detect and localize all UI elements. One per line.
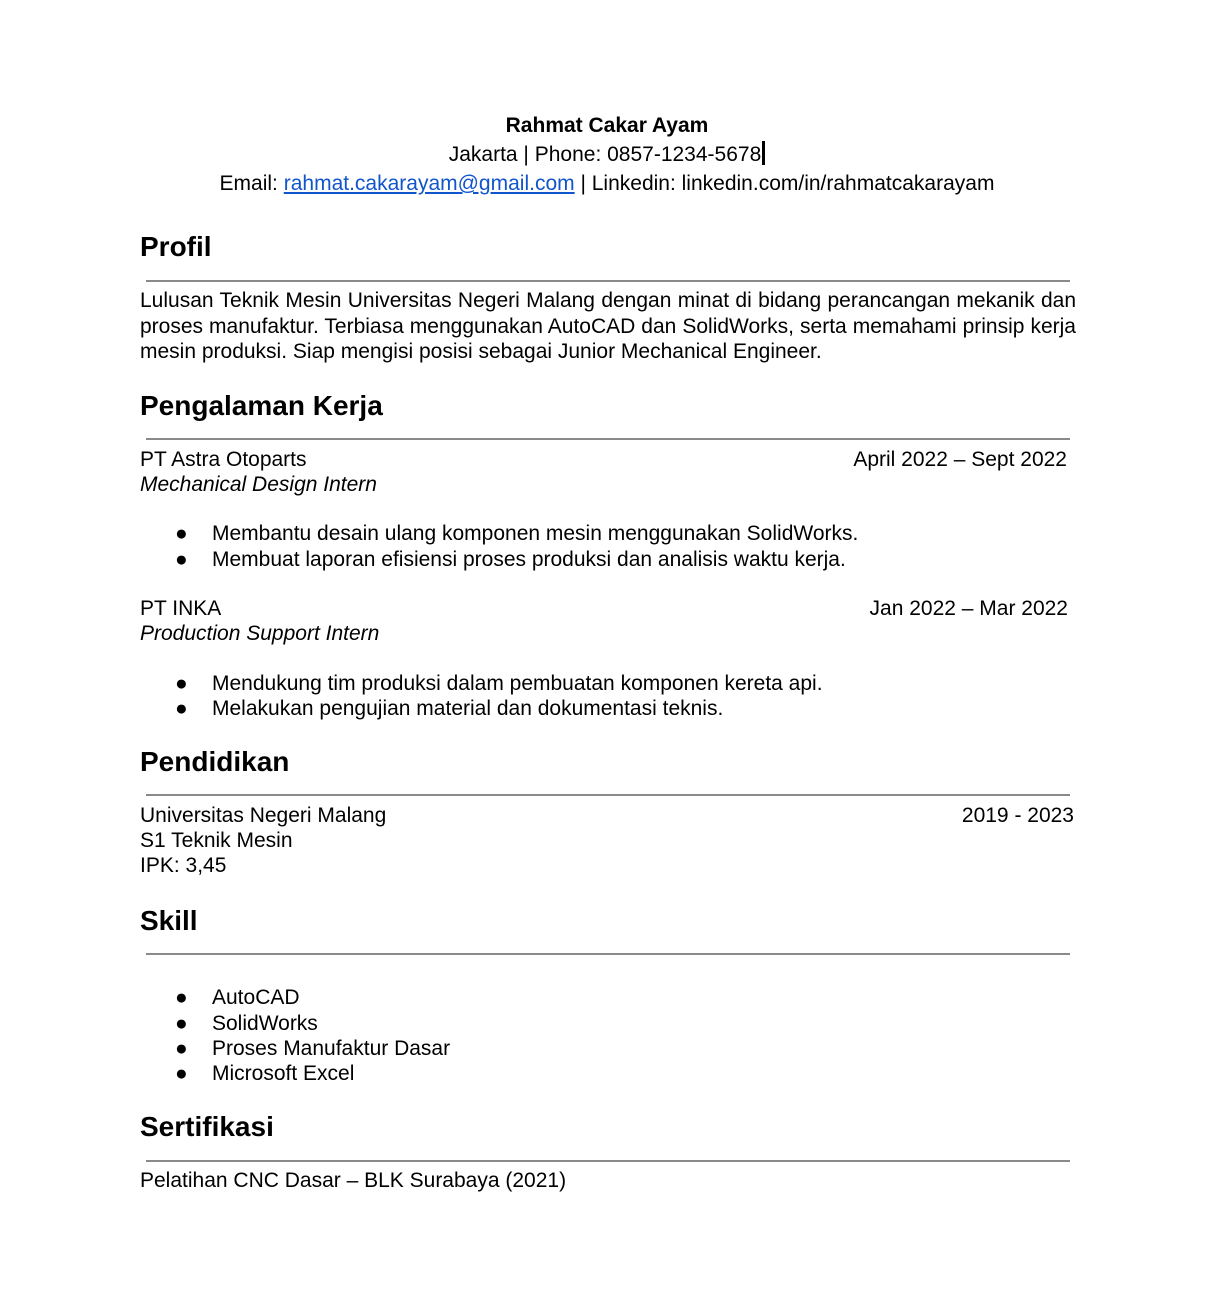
job-role: Mechanical Design Intern <box>140 473 377 496</box>
bullet-icon: ● <box>175 986 188 1009</box>
section-heading-skills: Skill <box>140 905 198 936</box>
skill-item: SolidWorks <box>212 1012 318 1035</box>
candidate-name: Rahmat Cakar Ayam <box>505 114 709 137</box>
skill-item: Microsoft Excel <box>212 1062 355 1085</box>
job-company: PT Astra Otoparts <box>140 448 307 471</box>
job-dates: Jan 2022 – Mar 2022 <box>869 597 1068 620</box>
section-divider <box>146 953 1070 955</box>
bullet-icon: ● <box>175 697 188 720</box>
bullet-icon: ● <box>175 548 188 571</box>
email-link[interactable]: rahmat.cakarayam@gmail.com <box>283 172 575 195</box>
section-heading-experience: Pengalaman Kerja <box>140 390 383 421</box>
section-divider <box>146 794 1070 796</box>
profile-text: Lulusan Teknik Mesin Universitas Negeri Malang dengan minat di bidang perancangan mekanik dan proses manufaktur. Terbiasa menggunakan AutoCAD dan SolidWorks, serta memahami prinsip kerja mesin produksi. Siap mengisi posisi sebagai Junior Mechanical Engineer. <box>140 289 1076 363</box>
education-school: Universitas Negeri Malang <box>140 804 387 827</box>
section-divider <box>146 438 1070 440</box>
linkedin-text: | Linkedin: linkedin.com/in/rahmatcakarayam <box>574 172 995 195</box>
certification-item: Pelatihan CNC Dasar – BLK Surabaya (2021) <box>140 1169 567 1192</box>
section-divider <box>146 1160 1070 1162</box>
section-divider <box>146 280 1070 282</box>
job-bullet: Membuat laporan efisiensi proses produksi dan analisis waktu kerja. <box>212 548 846 571</box>
section-heading-education: Pendidikan <box>140 746 290 777</box>
skill-item: AutoCAD <box>212 986 300 1009</box>
location-phone: Jakarta | Phone: 0857-1234-5678 <box>448 143 762 166</box>
job-dates: April 2022 – Sept 2022 <box>853 448 1067 471</box>
text-cursor <box>762 141 765 165</box>
education-gpa: IPK: 3,45 <box>140 854 227 877</box>
job-role: Production Support Intern <box>140 622 380 645</box>
section-heading-certifications: Sertifikasi <box>140 1111 274 1142</box>
job-bullet: Melakukan pengujian material dan dokumentasi teknis. <box>212 697 724 720</box>
bullet-icon: ● <box>175 1037 188 1060</box>
job-company: PT INKA <box>140 597 222 620</box>
section-heading-profile: Profil <box>140 231 212 262</box>
bullet-icon: ● <box>175 1062 188 1085</box>
email-linkedin-line <box>0 170 1214 198</box>
bullet-icon: ● <box>175 672 188 695</box>
skill-item: Proses Manufaktur Dasar <box>212 1037 451 1060</box>
education-years: 2019 - 2023 <box>961 804 1074 827</box>
bullet-icon: ● <box>175 522 188 545</box>
bullet-icon: ● <box>175 1012 188 1035</box>
education-degree: S1 Teknik Mesin <box>140 829 293 852</box>
job-bullet: Membantu desain ulang komponen mesin menggunakan SolidWorks. <box>212 522 859 545</box>
email-label: Email: <box>219 172 284 195</box>
job-bullet: Mendukung tim produksi dalam pembuatan komponen kereta api. <box>212 672 823 695</box>
location-phone-line <box>0 141 1214 169</box>
